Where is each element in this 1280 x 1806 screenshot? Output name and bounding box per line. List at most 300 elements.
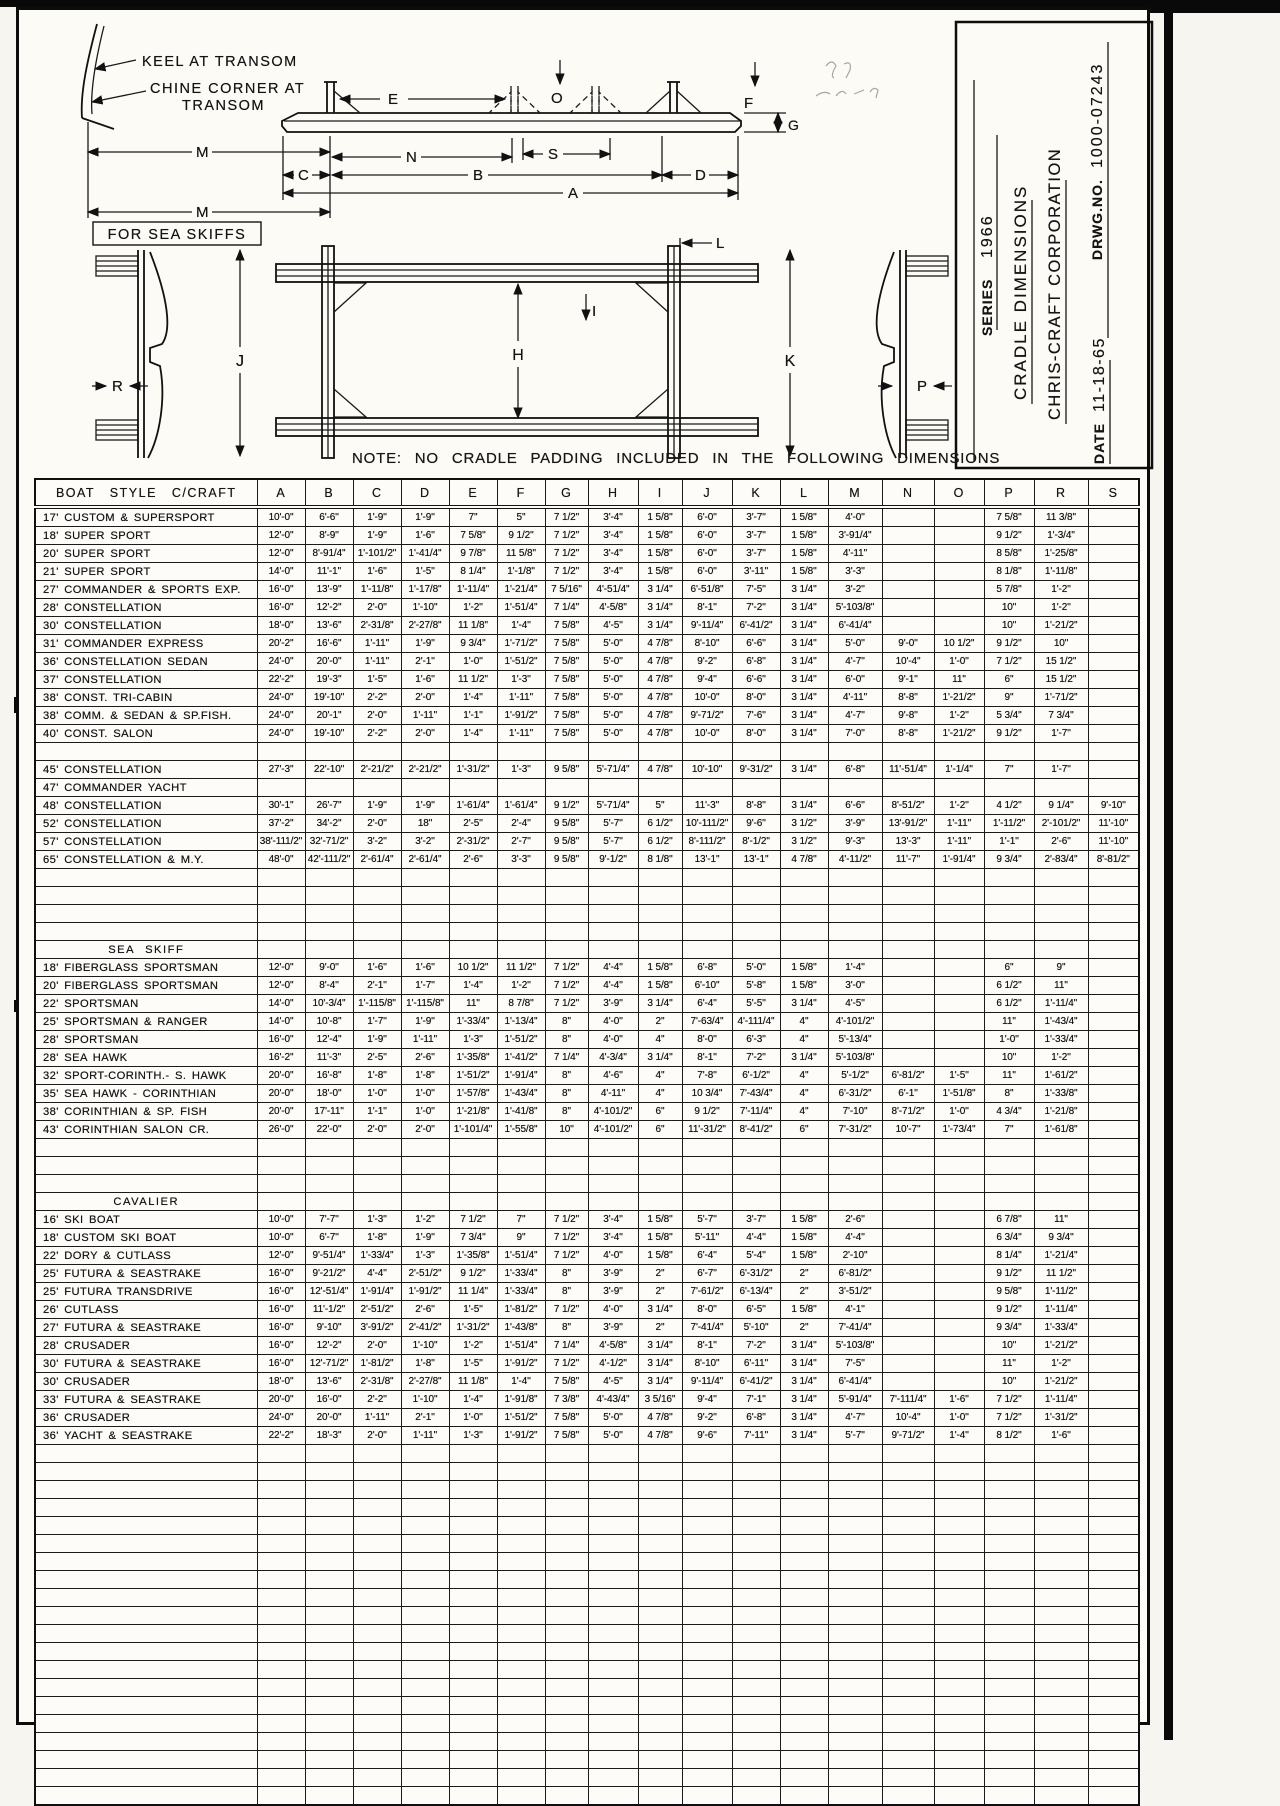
dim-value-cell — [305, 1751, 353, 1769]
dim-value-cell — [1088, 1715, 1139, 1733]
dim-value-cell — [882, 1175, 934, 1193]
empty-row — [35, 1157, 1139, 1175]
dim-value-cell: 20'-0" — [305, 1409, 353, 1427]
dim-value-cell — [732, 941, 780, 959]
dim-value-cell — [984, 941, 1034, 959]
column-header-boat-style: BOAT STYLE C/CRAFT — [35, 479, 257, 507]
dim-value-cell: 2'-6" — [401, 1049, 449, 1067]
dim-value-cell — [882, 527, 934, 545]
dim-value-cell: 16'-0" — [257, 1301, 305, 1319]
dim-value-cell: 5'-71/4" — [588, 797, 638, 815]
cradle-side-view — [282, 60, 755, 132]
dim-value-cell — [682, 1751, 732, 1769]
dim-value-cell: 3 1/4" — [780, 1355, 828, 1373]
dim-value-cell: 3 1/4" — [780, 1409, 828, 1427]
dim-value-cell — [401, 1535, 449, 1553]
dim-value-cell — [1034, 887, 1088, 905]
dim-value-cell — [305, 1769, 353, 1787]
dim-value-cell — [305, 1571, 353, 1589]
dim-value-cell — [353, 1697, 401, 1715]
dim-value-cell: 7'-7" — [305, 1211, 353, 1229]
dim-value-cell: 3'-3" — [828, 563, 882, 581]
dim-value-cell — [305, 1625, 353, 1643]
dim-value-cell: 6'-51/8" — [682, 581, 732, 599]
dim-value-cell — [353, 1553, 401, 1571]
dim-value-cell — [934, 1787, 984, 1806]
dim-value-cell — [682, 1445, 732, 1463]
dim-value-cell — [353, 1175, 401, 1193]
dim-value-cell — [882, 1751, 934, 1769]
dim-value-cell — [882, 1013, 934, 1031]
dim-value-cell: 11" — [984, 1013, 1034, 1031]
boat-row — [35, 563, 1139, 581]
dim-value-cell — [934, 545, 984, 563]
dim-value-cell — [401, 887, 449, 905]
dim-value-cell — [934, 923, 984, 941]
no-padding-note: NOTE: NO CRADLE PADDING INCLUDED IN THE FOLLOWING DIMENSIONS — [352, 450, 1001, 467]
dim-value-cell: 3'-7" — [732, 1211, 780, 1229]
dim-value-cell: 13'-1" — [682, 851, 732, 869]
dim-value-cell — [934, 1679, 984, 1697]
dim-value-cell — [934, 1535, 984, 1553]
company-name: CHRIS-CRAFT CORPORATION — [1046, 147, 1064, 420]
dim-value-cell: 7 3/8" — [545, 1391, 588, 1409]
dim-value-cell: 1'-3/4" — [1034, 527, 1088, 545]
empty-row — [35, 1445, 1139, 1463]
dim-value-cell — [353, 1517, 401, 1535]
boat-row — [35, 707, 1139, 725]
dim-value-cell — [305, 743, 353, 761]
dim-value-cell: 4" — [638, 1085, 682, 1103]
dim-value-cell: 15 1/2" — [1034, 653, 1088, 671]
dim-value-cell — [682, 1733, 732, 1751]
dim-value-cell: 5'-103/8" — [828, 1049, 882, 1067]
dim-value-cell: 7'-11/4" — [732, 1103, 780, 1121]
dim-value-cell: 20'-0" — [257, 1085, 305, 1103]
dim-value-cell — [934, 995, 984, 1013]
dim-value-cell: 6'-8" — [828, 761, 882, 779]
empty-row — [35, 905, 1139, 923]
dim-value-cell — [882, 1589, 934, 1607]
dim-value-cell — [449, 1517, 497, 1535]
dim-value-cell — [934, 1589, 984, 1607]
dim-value-cell: 5'-7" — [828, 1427, 882, 1445]
dim-value-cell — [828, 1517, 882, 1535]
empty-row — [35, 1139, 1139, 1157]
boat-style-cell: 28' CONSTELLATION — [35, 599, 257, 617]
dim-value-cell — [1088, 1067, 1139, 1085]
dim-value-cell: 3'-2" — [401, 833, 449, 851]
dim-value-cell: 8'-71/2" — [882, 1103, 934, 1121]
boat-style-cell: 36' CRUSADER — [35, 1409, 257, 1427]
dim-value-cell: 3'-2" — [353, 833, 401, 851]
dim-value-cell — [497, 1787, 545, 1806]
dim-value-cell: 4'-6" — [588, 1067, 638, 1085]
dim-value-cell — [934, 1283, 984, 1301]
dim-value-cell: 4 7/8" — [638, 689, 682, 707]
dim-value-cell: 9'-10" — [1088, 797, 1139, 815]
dim-value-cell — [984, 1697, 1034, 1715]
dim-value-cell — [588, 1553, 638, 1571]
boat-row — [35, 779, 1139, 797]
dim-value-cell — [401, 1571, 449, 1589]
dim-value-cell — [1034, 1661, 1088, 1679]
dim-value-cell — [257, 923, 305, 941]
dim-value-cell — [449, 1193, 497, 1211]
dim-value-cell: 8" — [984, 1085, 1034, 1103]
dim-value-cell — [638, 905, 682, 923]
dim-value-cell: 7 1/2" — [545, 507, 588, 527]
boat-row — [35, 599, 1139, 617]
dim-value-cell: 9'-71/2" — [682, 707, 732, 725]
date-label: DATE — [1091, 422, 1107, 464]
column-header-P: P — [984, 479, 1034, 507]
dim-value-cell: 3'-4" — [588, 563, 638, 581]
boat-style-cell — [35, 1607, 257, 1625]
dim-value-cell — [780, 1733, 828, 1751]
dim-value-cell: 5'-7" — [682, 1211, 732, 1229]
dim-value-cell: 18" — [401, 815, 449, 833]
dim-value-cell: 20'-0" — [305, 653, 353, 671]
boat-style-cell — [35, 1787, 257, 1806]
dim-value-cell: 1'-2" — [449, 1337, 497, 1355]
dim-value-cell — [545, 1625, 588, 1643]
dim-value-cell: 1'-71/2" — [497, 635, 545, 653]
boat-row — [35, 1355, 1139, 1373]
dim-value-cell — [780, 941, 828, 959]
empty-row — [35, 887, 1139, 905]
dim-value-cell — [497, 941, 545, 959]
dim-value-cell: 1'-91/2" — [401, 1283, 449, 1301]
dim-value-cell: 1'-33/4" — [353, 1247, 401, 1265]
dim-value-cell: 1'-33/4" — [1034, 1031, 1088, 1049]
dim-value-cell — [545, 1175, 588, 1193]
dim-value-cell — [828, 1769, 882, 1787]
dim-value-cell: 5'-0" — [588, 671, 638, 689]
dim-value-cell — [353, 1625, 401, 1643]
dim-value-cell: 9'-0" — [305, 959, 353, 977]
dim-value-cell: 4" — [780, 1085, 828, 1103]
dim-value-cell: 3 1/4" — [780, 617, 828, 635]
dim-value-cell — [882, 1211, 934, 1229]
column-header-F: F — [497, 479, 545, 507]
dim-value-cell: 4'-4" — [732, 1229, 780, 1247]
dim-value-cell: 7 1/2" — [545, 1229, 588, 1247]
dim-value-cell: 1'-11" — [353, 635, 401, 653]
dim-value-cell — [934, 743, 984, 761]
dim-value-cell: 11" — [984, 1355, 1034, 1373]
section-header-row — [35, 1193, 1139, 1211]
dim-value-cell — [1088, 1499, 1139, 1517]
dim-value-cell: 30'-1" — [257, 797, 305, 815]
dim-value-cell: 4'-43/4" — [588, 1391, 638, 1409]
dim-value-cell — [682, 905, 732, 923]
dim-value-cell: 9 1/2" — [497, 527, 545, 545]
dim-value-cell: 1'-11" — [497, 725, 545, 743]
dim-value-cell — [588, 905, 638, 923]
dim-value-cell: 4'-11" — [828, 545, 882, 563]
dim-value-cell: 1'-51/2" — [497, 1031, 545, 1049]
dim-value-cell: 11 1/8" — [449, 617, 497, 635]
boat-row — [35, 851, 1139, 869]
dim-value-cell: 3 1/4" — [780, 635, 828, 653]
dim-value-cell: 6 1/2" — [638, 815, 682, 833]
drwg-no-value: 1000-07243 — [1089, 62, 1106, 168]
dim-value-cell: 5" — [638, 797, 682, 815]
dim-value-cell — [545, 887, 588, 905]
dim-value-cell — [638, 1463, 682, 1481]
dim-value-cell — [682, 1607, 732, 1625]
dim-value-cell: 1'-5" — [449, 1301, 497, 1319]
dim-value-cell — [1034, 1535, 1088, 1553]
dim-value-cell — [353, 1463, 401, 1481]
dim-value-cell: 1'-51/4" — [497, 1247, 545, 1265]
dim-value-cell — [828, 1571, 882, 1589]
dim-value-cell: 7'-2" — [732, 599, 780, 617]
dim-value-cell — [934, 887, 984, 905]
dim-value-cell: 1'-6" — [353, 959, 401, 977]
dim-value-cell — [401, 1517, 449, 1535]
dim-value-cell: 13'-6" — [305, 1373, 353, 1391]
dim-value-cell: 7 1/2" — [449, 1211, 497, 1229]
empty-row — [35, 1499, 1139, 1517]
dim-value-cell: 3'-7" — [732, 545, 780, 563]
dim-value-cell: 6'-7" — [682, 1265, 732, 1283]
dim-letter-S: S — [548, 146, 559, 163]
dim-value-cell: 19'-3" — [305, 671, 353, 689]
dim-value-cell: 6'-13/4" — [732, 1283, 780, 1301]
dim-value-cell: 8" — [545, 1319, 588, 1337]
dim-value-cell: 37'-2" — [257, 815, 305, 833]
dim-value-cell: 7'-111/4" — [882, 1391, 934, 1409]
dim-value-cell: 9'-51/4" — [305, 1247, 353, 1265]
dim-value-cell: 9" — [497, 1229, 545, 1247]
dim-value-cell — [1088, 1391, 1139, 1409]
dim-value-cell: 12'-4" — [305, 1031, 353, 1049]
dim-value-cell: 2'-27/8" — [401, 1373, 449, 1391]
dim-value-cell — [984, 743, 1034, 761]
boat-row — [35, 797, 1139, 815]
dim-value-cell: 3 1/4" — [780, 1391, 828, 1409]
dim-value-cell: 9 1/2" — [984, 1265, 1034, 1283]
empty-row — [35, 1553, 1139, 1571]
dim-value-cell — [497, 1733, 545, 1751]
dim-value-cell — [588, 1517, 638, 1535]
dim-value-cell — [1088, 1427, 1139, 1445]
boat-row — [35, 1247, 1139, 1265]
dim-value-cell — [882, 977, 934, 995]
dim-value-cell: 7 1/2" — [545, 977, 588, 995]
dim-value-cell — [828, 1715, 882, 1733]
dim-value-cell: 10" — [545, 1121, 588, 1139]
dim-value-cell — [401, 1643, 449, 1661]
dim-value-cell — [497, 1193, 545, 1211]
boat-style-cell: 25' SPORTSMAN & RANGER — [35, 1013, 257, 1031]
dim-value-cell — [682, 1553, 732, 1571]
dim-value-cell — [934, 1157, 984, 1175]
dim-value-cell: 15 1/2" — [1034, 671, 1088, 689]
dim-value-cell — [828, 869, 882, 887]
dim-value-cell: 4'-101/2" — [828, 1013, 882, 1031]
dim-value-cell: 1'-11" — [401, 707, 449, 725]
dim-value-cell: 3'-9" — [588, 995, 638, 1013]
dim-value-cell — [984, 887, 1034, 905]
dim-value-cell — [732, 1139, 780, 1157]
dim-value-cell: 10'-0" — [682, 689, 732, 707]
dim-value-cell: 1'-10" — [401, 599, 449, 617]
dim-value-cell: 2" — [780, 1265, 828, 1283]
dim-value-cell — [1034, 905, 1088, 923]
dim-value-cell — [984, 1517, 1034, 1535]
boat-style-cell: 27' FUTURA & SEASTRAKE — [35, 1319, 257, 1337]
dim-value-cell: 6'-3" — [732, 1031, 780, 1049]
dim-value-cell: 1 5/8" — [780, 1301, 828, 1319]
dim-value-cell — [401, 1553, 449, 1571]
dim-value-cell: 9'-6" — [682, 1427, 732, 1445]
dimension-table-body — [35, 507, 1139, 1805]
dim-value-cell — [588, 1607, 638, 1625]
dim-value-cell — [257, 1751, 305, 1769]
dim-value-cell: 16'-0" — [257, 1265, 305, 1283]
dim-value-cell — [401, 1157, 449, 1175]
dim-value-cell — [682, 1787, 732, 1806]
dim-value-cell — [305, 1643, 353, 1661]
boat-row — [35, 1103, 1139, 1121]
dim-value-cell: 4'-1/2" — [588, 1355, 638, 1373]
dim-value-cell — [780, 1139, 828, 1157]
dim-value-cell: 2'-101/2" — [1034, 815, 1088, 833]
dim-value-cell — [1088, 671, 1139, 689]
dim-value-cell — [934, 1715, 984, 1733]
dim-value-cell — [353, 779, 401, 797]
boat-style-cell: 20' FIBERGLASS SPORTSMAN — [35, 977, 257, 995]
dim-value-cell — [828, 1643, 882, 1661]
dim-value-cell: 19'-10" — [305, 725, 353, 743]
dim-value-cell: 11 1/8" — [449, 1373, 497, 1391]
dim-value-cell — [882, 563, 934, 581]
dim-value-cell — [401, 923, 449, 941]
dim-value-cell — [497, 1481, 545, 1499]
dim-value-cell: 3'-9" — [588, 1319, 638, 1337]
dim-value-cell — [984, 1481, 1034, 1499]
dim-value-cell — [882, 887, 934, 905]
dim-value-cell — [882, 1697, 934, 1715]
dim-value-cell — [497, 1715, 545, 1733]
dim-value-cell — [780, 1553, 828, 1571]
dim-value-cell — [934, 599, 984, 617]
dim-value-cell — [1034, 1607, 1088, 1625]
dim-value-cell: 1'-61/8" — [1034, 1121, 1088, 1139]
dim-value-cell — [1088, 1733, 1139, 1751]
boat-style-cell — [35, 1697, 257, 1715]
dim-value-cell — [934, 507, 984, 527]
dim-value-cell: 1'-0" — [401, 1085, 449, 1103]
dim-value-cell — [545, 1157, 588, 1175]
dim-value-cell — [1088, 1625, 1139, 1643]
dim-value-cell — [882, 959, 934, 977]
dim-value-cell — [353, 1535, 401, 1553]
dim-value-cell: 6'-41/4" — [828, 1373, 882, 1391]
dim-value-cell: 1'-11/4" — [449, 581, 497, 599]
dim-value-cell: 3'-2" — [828, 581, 882, 599]
dim-value-cell — [1088, 1697, 1139, 1715]
dim-value-cell — [449, 1157, 497, 1175]
dim-value-cell — [682, 1625, 732, 1643]
dim-value-cell: 1'-10" — [401, 1391, 449, 1409]
dim-value-cell: 11'-1/2" — [305, 1301, 353, 1319]
dim-value-cell: 1'-1" — [353, 1103, 401, 1121]
boat-style-cell: 18' CUSTOM SKI BOAT — [35, 1229, 257, 1247]
dim-value-cell: 2" — [780, 1319, 828, 1337]
dim-value-cell — [257, 1175, 305, 1193]
dim-value-cell: 3 1/4" — [638, 1301, 682, 1319]
dim-value-cell: 5'-4" — [732, 1247, 780, 1265]
column-header-O: O — [934, 479, 984, 507]
dim-value-cell: 11'-3" — [305, 1049, 353, 1067]
dim-value-cell — [545, 1679, 588, 1697]
dim-value-cell: 3 1/4" — [780, 797, 828, 815]
boat-style-cell — [35, 1517, 257, 1535]
dim-value-cell — [984, 1715, 1034, 1733]
dim-value-cell: 9 1/2" — [984, 1301, 1034, 1319]
boat-row — [35, 1013, 1139, 1031]
dim-value-cell — [1088, 1355, 1139, 1373]
dim-value-cell: 1'-61/2" — [1034, 1067, 1088, 1085]
dim-value-cell — [1088, 1085, 1139, 1103]
boat-style-cell — [35, 1589, 257, 1607]
dim-value-cell — [828, 1589, 882, 1607]
dim-value-cell: 20'-1" — [305, 707, 353, 725]
dim-value-cell — [497, 1607, 545, 1625]
dim-value-cell: 4" — [780, 1103, 828, 1121]
dim-value-cell: 7" — [984, 1121, 1034, 1139]
dim-value-cell — [1088, 1463, 1139, 1481]
dim-value-cell — [732, 1535, 780, 1553]
dim-value-cell: 8" — [545, 1067, 588, 1085]
dim-value-cell — [732, 1679, 780, 1697]
dim-value-cell — [934, 1211, 984, 1229]
dim-value-cell — [828, 1787, 882, 1806]
dim-value-cell — [682, 1175, 732, 1193]
dim-value-cell: 10'-8" — [305, 1013, 353, 1031]
dim-value-cell: 1'-2" — [934, 797, 984, 815]
dim-value-cell — [1088, 1229, 1139, 1247]
dim-value-cell — [934, 1301, 984, 1319]
boat-style-cell: 33' FUTURA & SEASTRAKE — [35, 1391, 257, 1409]
dim-value-cell: 6" — [984, 671, 1034, 689]
dim-value-cell: 8'-0" — [682, 1301, 732, 1319]
dim-value-cell — [449, 1733, 497, 1751]
dim-value-cell: 6'-0" — [682, 563, 732, 581]
boat-style-cell: 22' DORY & CUTLASS — [35, 1247, 257, 1265]
dim-letter-J: J — [236, 353, 244, 370]
dim-value-cell — [638, 1517, 682, 1535]
dim-value-cell: 1 5/8" — [638, 507, 682, 527]
dim-value-cell — [305, 1733, 353, 1751]
dim-value-cell: 9 1/2" — [984, 527, 1034, 545]
dim-value-cell: 7 1/2" — [984, 1409, 1034, 1427]
column-header-G: G — [545, 479, 588, 507]
dim-value-cell: 9 1/2" — [545, 797, 588, 815]
dim-value-cell: 11'-7" — [882, 851, 934, 869]
dim-value-cell: 9 5/8" — [545, 761, 588, 779]
end-view-left — [96, 250, 167, 458]
dim-value-cell: 2'-0" — [401, 725, 449, 743]
dim-value-cell: 4'-51/4" — [588, 581, 638, 599]
dim-value-cell — [1088, 653, 1139, 671]
dim-value-cell — [305, 905, 353, 923]
dim-value-cell — [682, 1769, 732, 1787]
